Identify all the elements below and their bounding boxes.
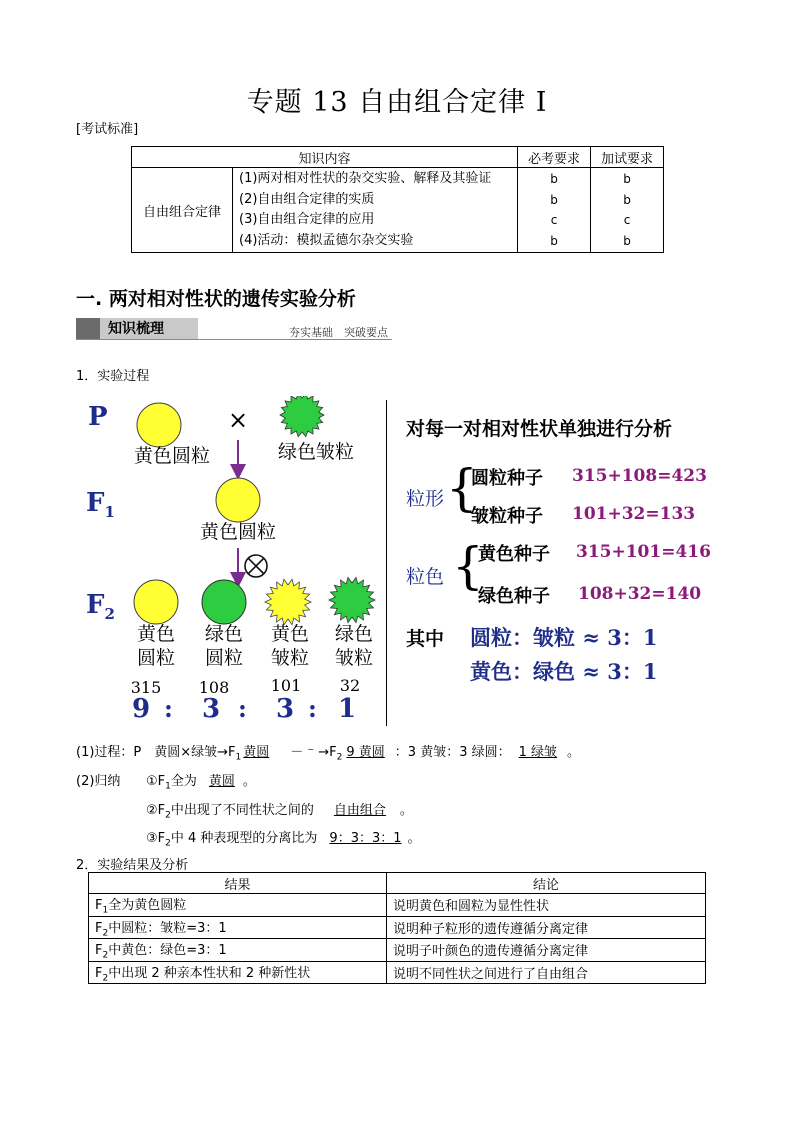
shape-row-name: 圆粒种子 xyxy=(471,468,543,489)
result-cell: $F_2$中黄色：绿色=3：1 xyxy=(89,939,387,962)
diagram-divider xyxy=(386,400,387,726)
induce-text: ③F xyxy=(146,831,166,846)
p-left-phenotype: 黄色圆粒 xyxy=(133,445,210,467)
f2-color: 黄色 xyxy=(270,623,309,645)
induce-text: 。 xyxy=(407,831,421,846)
generation-p-label: P xyxy=(88,402,108,432)
standard-item: (4)活动：模拟孟德尔杂交实验 xyxy=(239,232,414,248)
shape-row-calc: 315+108=423 xyxy=(572,466,707,486)
header-required: 必考要求 xyxy=(518,147,591,168)
result-cell: $F_2$中出现 2 种亲本性状和 2 种新性状 xyxy=(89,961,387,984)
yellow-round-seed-icon xyxy=(134,580,178,624)
shape-label: 粒形 xyxy=(406,488,445,510)
f2-color: 绿色 xyxy=(334,623,373,645)
f2-color: 绿色 xyxy=(204,623,243,645)
yellow-wrinkled-seed-icon xyxy=(265,579,311,624)
banner-label: 知识梳理 xyxy=(100,318,198,340)
f2-subscript: 2 xyxy=(104,605,115,624)
exam-standard-label: [考试标准] xyxy=(76,122,139,137)
f2-ratio: 3 xyxy=(201,694,221,724)
induce-text: ②F xyxy=(146,803,166,818)
banner-block xyxy=(76,318,100,340)
f2-count: 108 xyxy=(198,678,230,697)
table-row xyxy=(89,961,706,984)
yellow-round-seed-icon xyxy=(216,478,260,522)
process-text: ：3 黄皱：3 绿圆： xyxy=(394,745,511,760)
yellow-round-seed-icon xyxy=(137,403,181,447)
induce-line-2 xyxy=(146,799,413,821)
f2-phenotype xyxy=(324,622,384,670)
conclusion-cell: 说明不同性状之间进行了自由组合 xyxy=(387,961,706,984)
level: b xyxy=(623,233,631,248)
f2-ratio: 3 xyxy=(275,694,295,724)
f2-shape: 皱粒 xyxy=(334,647,373,669)
ratio-separator: : xyxy=(308,694,317,723)
ratio-separator: : xyxy=(238,694,247,723)
green-wrinkled-seed-icon xyxy=(329,577,375,622)
results-table xyxy=(88,872,706,984)
table-row xyxy=(89,939,706,962)
banner-subtitle: 夯实基础 突破要点 xyxy=(289,326,388,339)
banner-rule xyxy=(76,339,392,340)
process-text: 。 xyxy=(567,745,581,760)
f2-phenotype xyxy=(260,622,320,670)
standards-table xyxy=(131,146,664,253)
brace-icon: { xyxy=(446,459,478,517)
f2-shape: 圆粒 xyxy=(204,647,243,669)
f2-letter: F xyxy=(86,590,105,620)
induce-text: 。 xyxy=(242,774,256,789)
qizhong-label: 其中 xyxy=(406,628,445,650)
p-right-phenotype: 绿色皱粒 xyxy=(277,441,354,463)
conclusion-cell: 说明种子粒形的遗传遵循分离定律 xyxy=(387,916,706,939)
standard-item: (2)自由组合定律的实质 xyxy=(239,191,375,207)
f2-color: 黄色 xyxy=(136,623,175,645)
shape-ratio: 圆粒：皱粒 ≈ 3：1 xyxy=(470,625,658,650)
subscript: 2 xyxy=(165,838,171,849)
f2-count: 32 xyxy=(339,676,361,695)
brace-icon: { xyxy=(452,537,484,595)
induce-text: ①F xyxy=(146,774,166,789)
section-title: 一. 两对相对性状的遗传实验分析 xyxy=(76,288,356,310)
generation-f2-label xyxy=(86,590,115,623)
subscript: 2 xyxy=(336,752,343,763)
additional-levels xyxy=(591,168,664,253)
f2-count: 101 xyxy=(270,676,302,695)
f2-shape: 皱粒 xyxy=(270,647,309,669)
blank-answer: 9 黄圆 xyxy=(346,745,385,760)
induce-text: 中出现了不同性状之间的 xyxy=(170,803,314,818)
page-title: 专题 13 自由组合定律 Ⅰ xyxy=(246,87,548,118)
f1-subscript: 1 xyxy=(104,503,115,522)
f2-phenotype xyxy=(126,622,186,670)
level: b xyxy=(550,172,558,186)
analysis-title: 对每一对相对性状单独进行分析 xyxy=(406,418,673,440)
f2-count: 315 xyxy=(130,678,162,697)
blank-answer: 自由组合 xyxy=(333,803,386,818)
required-levels xyxy=(518,168,591,253)
result-cell: $F_2$中圆粒：皱粒=3：1 xyxy=(89,916,387,939)
standards-group: 自由组合定律 xyxy=(132,168,233,253)
trait-analysis xyxy=(396,404,736,704)
f2-phenotype xyxy=(194,622,254,670)
level: b xyxy=(623,172,631,186)
color-row-name: 黄色种子 xyxy=(478,544,550,565)
blank-answer: 黄圆 xyxy=(243,745,270,760)
process-text: →F xyxy=(318,745,337,760)
induce-line-3 xyxy=(146,827,421,849)
item-experiment-process: 1．实验过程 xyxy=(76,369,150,384)
table-row xyxy=(89,894,706,917)
header-additional: 加试要求 xyxy=(591,147,664,168)
subscript: 2 xyxy=(165,810,171,821)
blank-answer: 黄圆 xyxy=(208,774,235,789)
induce-label: (2)归纳 xyxy=(76,774,121,789)
f2-ratio: 9 xyxy=(131,694,151,724)
induce-text: 全为 xyxy=(170,774,197,789)
level: c xyxy=(623,213,631,227)
knowledge-banner xyxy=(76,318,392,340)
header-knowledge: 知识内容 xyxy=(132,147,518,168)
table-row xyxy=(89,916,706,939)
green-wrinkled-seed-icon xyxy=(280,396,324,437)
level: b xyxy=(623,192,631,207)
induce-text: 。 xyxy=(399,803,413,818)
induce-text: 中 4 种表现型的分离比为 xyxy=(170,831,318,846)
color-ratio: 黄色：绿色 ≈ 3：1 xyxy=(470,659,658,684)
induce-line-1 xyxy=(146,770,256,792)
conclusion-cell: 说明子叶颜色的遗传遵循分离定律 xyxy=(387,939,706,962)
process-text: (1)过程：P 黄圆×绿皱→F xyxy=(76,745,236,760)
color-row-calc: 108+32=140 xyxy=(578,584,702,604)
cross-diagram xyxy=(76,396,386,726)
results-header: 结果 xyxy=(89,873,387,894)
standards-items xyxy=(233,168,518,253)
color-label: 粒色 xyxy=(406,566,445,588)
green-round-seed-icon xyxy=(202,580,246,624)
results-header: 结论 xyxy=(387,873,706,894)
shape-row-calc: 101+32=133 xyxy=(572,504,696,524)
item-results-analysis: 2．实验结果及分析 xyxy=(76,858,189,873)
standard-item: (1)两对相对性状的杂交实验、解释及其验证 xyxy=(239,171,492,186)
conclusion-cell: 说明黄色和圆粒为显性性状 xyxy=(387,894,706,917)
f1-phenotype: 黄色圆粒 xyxy=(199,521,276,543)
level: b xyxy=(550,233,558,248)
result-cell: $F_1$全为黄色圆粒 xyxy=(89,894,387,917)
cross-symbol: × xyxy=(228,406,249,434)
blank-answer: 1 绿皱 xyxy=(518,745,558,760)
f2-shape: 圆粒 xyxy=(136,647,175,669)
blank-answer: 9：3：3：1 xyxy=(329,831,402,846)
subscript: 1 xyxy=(165,781,171,792)
level: b xyxy=(550,192,558,207)
shape-row-name: 皱粒种子 xyxy=(471,506,543,527)
generation-f1-label xyxy=(86,488,115,521)
ratio-separator: : xyxy=(164,694,173,723)
color-row-calc: 315+101=416 xyxy=(576,542,711,562)
subscript: 1 xyxy=(235,752,242,763)
color-row-name: 绿色种子 xyxy=(478,586,550,607)
standard-item: (3)自由组合定律的应用 xyxy=(239,212,375,227)
f2-ratio: 1 xyxy=(337,694,357,724)
f1-letter: F xyxy=(86,488,105,518)
process-line: (1)过程：P 黄圆×绿皱$\to F_1$ 黄圆 － ⁻ $\to F_2$ 9 黄圆 ：3 黄皱：3 绿圆： 1 绿皱 。 xyxy=(76,745,581,763)
level: c xyxy=(550,213,558,227)
